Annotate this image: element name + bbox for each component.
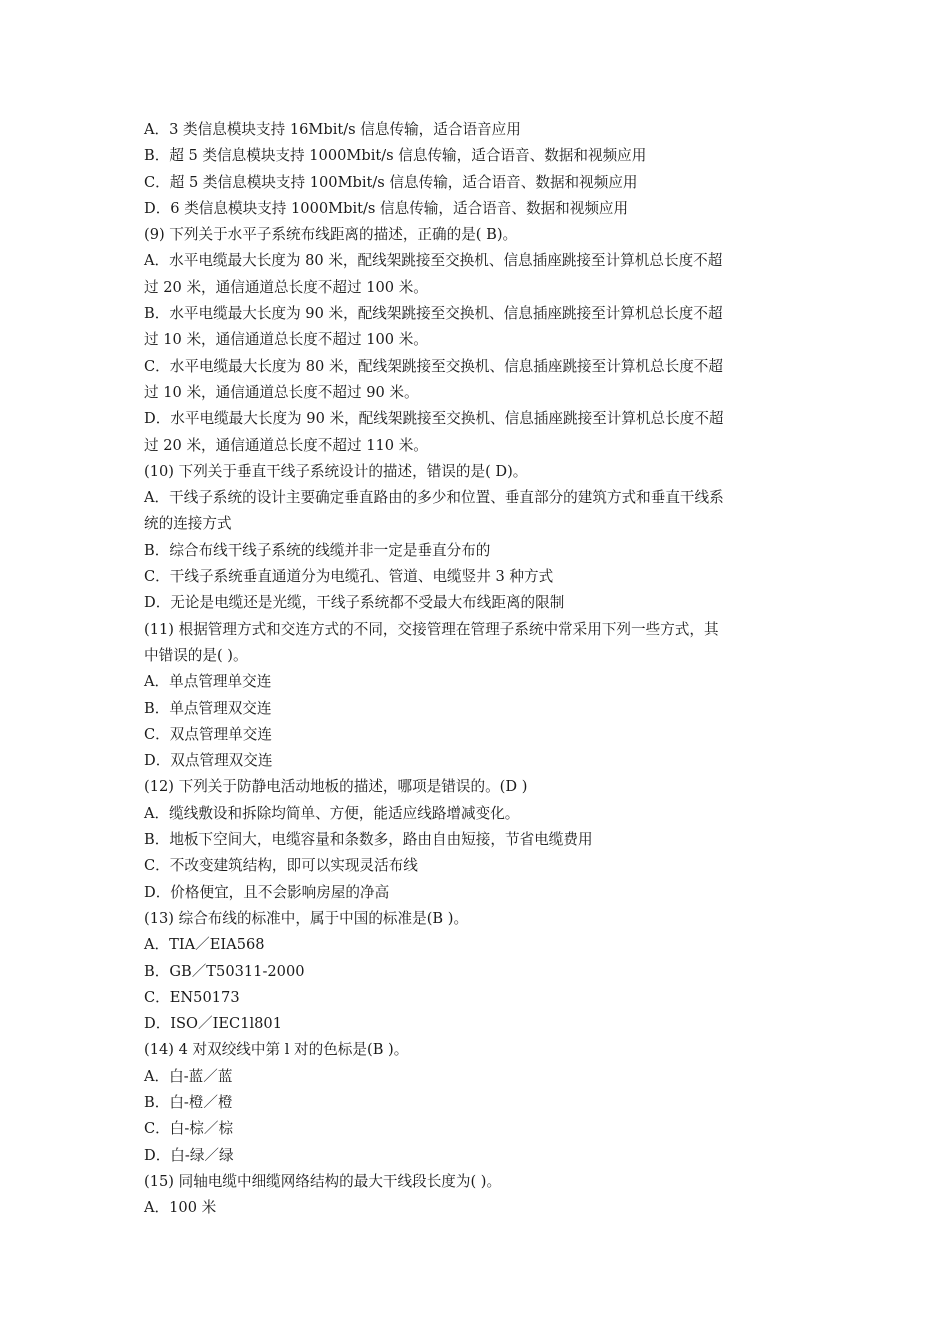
text-line: 中错误的是( )。 bbox=[144, 646, 248, 664]
text-line: A．单点管理单交连 bbox=[144, 673, 272, 691]
text-line: C．双点管理单交连 bbox=[144, 725, 272, 743]
question-heading: (15) 同轴电缆中细缆网络结构的最大干线段长度为( )。 bbox=[144, 1172, 502, 1190]
text-line: D．ISO／IEC1l801 bbox=[144, 1015, 283, 1033]
text-line: C．水平电缆最大长度为 80 米，配线架跳接至交换机、信息插座跳接至计算机总长度不超 bbox=[144, 357, 723, 375]
text-line: A．缆线敷设和拆除均简单、方便，能适应线路增减变化。 bbox=[144, 804, 520, 822]
text-line: C．EN50173 bbox=[144, 988, 240, 1006]
question-heading: (13) 综合布线的标准中，属于中国的标准是(B )。 bbox=[144, 909, 469, 927]
text-line: B．水平电缆最大长度为 90 米，配线架跳接至交换机、信息插座跳接至计算机总长度不超 bbox=[144, 305, 723, 323]
text-line: C．白-棕／棕 bbox=[144, 1120, 234, 1138]
text-line: D．无论是电缆还是光缆，干线子系统都不受最大布线距离的限制 bbox=[144, 594, 565, 612]
text-line: A．干线子系统的设计主要确定垂直路由的多少和位置、垂直部分的建筑方式和垂直干线系 bbox=[144, 489, 724, 507]
text-line: B．超 5 类信息模块支持 1000Mbit/s 信息传输，适合语音、数据和视频应用 bbox=[144, 147, 647, 165]
text-line: C．超 5 类信息模块支持 100Mbit/s 信息传输，适合语音、数据和视频应用 bbox=[144, 173, 638, 191]
text-line: B．白-橙／橙 bbox=[144, 1093, 233, 1111]
text-line: A．100 米 bbox=[144, 1199, 217, 1217]
text-line: 过 10 米，通信通道总长度不超过 100 米。 bbox=[144, 331, 428, 349]
text-line: D．6 类信息模块支持 1000Mbit/s 信息传输，适合语音、数据和视频应用 bbox=[144, 199, 629, 217]
text-line: A．水平电缆最大长度为 80 米，配线架跳接至交换机、信息插座跳接至计算机总长度不超 bbox=[144, 252, 723, 270]
text-line: B．综合布线干线子系统的线缆并非一定是垂直分布的 bbox=[144, 541, 491, 559]
question-heading: (9) 下列关于水平子系统布线距离的描述，正确的是( B)。 bbox=[144, 226, 518, 244]
text-line: 过 20 米，通信通道总长度不超过 110 米。 bbox=[144, 436, 428, 454]
text-line: D．双点管理双交连 bbox=[144, 752, 273, 770]
text-line: A．TIA／EIA568 bbox=[144, 936, 265, 954]
text-line: 过 20 米，通信通道总长度不超过 100 米。 bbox=[144, 278, 428, 296]
text-line: D．水平电缆最大长度为 90 米，配线架跳接至交换机、信息插座跳接至计算机总长度不超 bbox=[144, 410, 724, 428]
text-line: C．干线子系统垂直通道分为电缆孔、管道、电缆竖井 3 种方式 bbox=[144, 568, 554, 586]
question-heading: (10) 下列关于垂直干线子系统设计的描述，错误的是( D)。 bbox=[144, 462, 528, 480]
text-line: D．白-绿／绿 bbox=[144, 1146, 234, 1164]
text-line: B．单点管理双交连 bbox=[144, 699, 272, 717]
text-line: 统的连接方式 bbox=[144, 515, 232, 533]
text-line: 过 10 米，通信通道总长度不超过 90 米。 bbox=[144, 383, 419, 401]
text-line: B．地板下空间大，电缆容量和条数多，路由自由短接，节省电缆费用 bbox=[144, 831, 593, 849]
question-heading: (11) 根据管理方式和交连方式的不同，交接管理在管理子系统中常采用下列一些方式，其 bbox=[144, 620, 719, 638]
question-heading: (14) 4 对双绞线中第 l 对的色标是(B )。 bbox=[144, 1041, 409, 1059]
text-line: D．价格便宜，且不会影响房屋的净高 bbox=[144, 883, 390, 901]
document-body bbox=[144, 117, 810, 1221]
text-line: B．GB／T50311-2000 bbox=[144, 962, 305, 980]
text-line: A．白-蓝／蓝 bbox=[144, 1067, 233, 1085]
text-line: C．不改变建筑结构，即可以实现灵活布线 bbox=[144, 857, 418, 875]
text-line: A．3 类信息模块支持 16Mbit/s 信息传输，适合语音应用 bbox=[144, 121, 521, 138]
question-heading: (12) 下列关于防静电活动地板的描述，哪项是错误的。(D ) bbox=[144, 778, 528, 796]
